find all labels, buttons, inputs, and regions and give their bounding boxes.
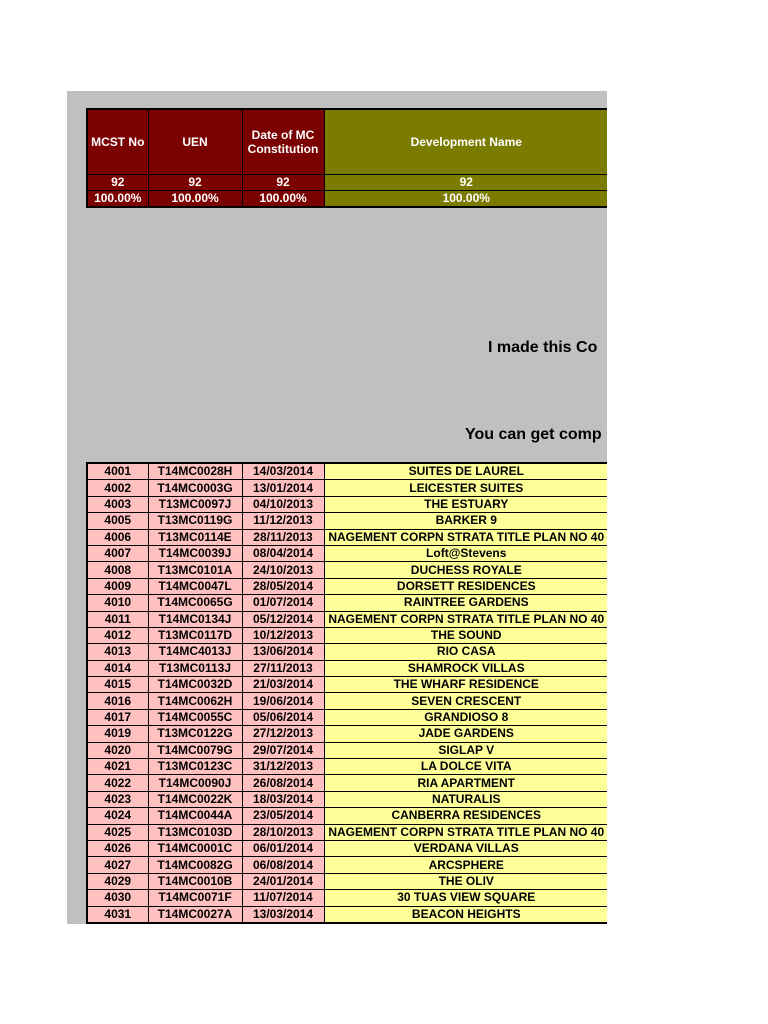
summary-header-row (87, 109, 607, 175)
header-uen[interactable]: UEN (148, 109, 242, 175)
cell-mcst-no[interactable]: 4003 (87, 496, 148, 512)
cell-mcst-no[interactable]: 4016 (87, 693, 148, 709)
cell-mcst-no[interactable]: 4007 (87, 545, 148, 561)
cell-development-name[interactable]: JADE GARDENS (324, 726, 607, 742)
cell-uen[interactable]: T14MC0001C (148, 840, 242, 856)
cell-mcst-no[interactable]: 4001 (87, 463, 148, 480)
table-row (87, 840, 607, 856)
table-row (87, 627, 607, 643)
summary-table (86, 108, 607, 208)
cell-mcst-no[interactable]: 4011 (87, 611, 148, 627)
cell-development-name[interactable]: THE OLIV (324, 873, 607, 889)
cell-development-name[interactable]: THE ESTUARY (324, 496, 607, 512)
cell-development-name[interactable]: SHAMROCK VILLAS (324, 660, 607, 676)
cell-development-name[interactable]: NAGEMENT CORPN STRATA TITLE PLAN NO 40 (324, 529, 607, 545)
cell-date[interactable]: 24/10/2013 (242, 562, 324, 578)
cell-date[interactable]: 19/06/2014 (242, 693, 324, 709)
count-date[interactable]: 92 (242, 175, 324, 191)
cell-uen[interactable]: T14MC0027A (148, 906, 242, 923)
table-row (87, 709, 607, 725)
table-row (87, 726, 607, 742)
table-row (87, 759, 607, 775)
cell-uen[interactable]: T14MC0010B (148, 873, 242, 889)
cell-mcst-no[interactable]: 4025 (87, 824, 148, 840)
cell-uen[interactable]: T14MC0003G (148, 480, 242, 496)
message-line-1: I made this Co (488, 339, 598, 356)
cell-development-name[interactable]: THE WHARF RESIDENCE (324, 677, 607, 693)
header-mcst-no[interactable]: MCST No (87, 109, 148, 175)
table-row (87, 595, 607, 611)
cell-uen[interactable]: T14MC0044A (148, 808, 242, 824)
table-row (87, 562, 607, 578)
table-row (87, 906, 607, 923)
cell-date[interactable]: 26/08/2014 (242, 775, 324, 791)
cell-development-name[interactable]: GRANDIOSO 8 (324, 709, 607, 725)
cell-mcst-no[interactable]: 4010 (87, 595, 148, 611)
cell-mcst-no[interactable]: 4013 (87, 644, 148, 660)
cell-uen[interactable]: T13MC0101A (148, 562, 242, 578)
cell-development-name[interactable]: LEICESTER SUITES (324, 480, 607, 496)
cell-mcst-no[interactable]: 4014 (87, 660, 148, 676)
table-row (87, 529, 607, 545)
cell-uen[interactable]: T14MC0047L (148, 578, 242, 594)
table-row (87, 824, 607, 840)
cell-uen[interactable]: T14MC0079G (148, 742, 242, 758)
table-row (87, 873, 607, 889)
cell-date[interactable]: 05/06/2014 (242, 709, 324, 725)
cell-date[interactable]: 11/12/2013 (242, 513, 324, 529)
table-row (87, 644, 607, 660)
cell-uen[interactable]: T14MC0039J (148, 545, 242, 561)
cell-uen[interactable]: T14MC0071F (148, 890, 242, 906)
table-row (87, 857, 607, 873)
cell-development-name[interactable]: RIA APARTMENT (324, 775, 607, 791)
cell-uen[interactable]: T13MC0119G (148, 513, 242, 529)
cell-date[interactable]: 13/01/2014 (242, 480, 324, 496)
cell-uen[interactable]: T13MC0117D (148, 627, 242, 643)
cell-uen[interactable]: T13MC0097J (148, 496, 242, 512)
percent-development-name[interactable]: 100.00% (324, 191, 607, 208)
header-date-of-mc-constitution[interactable]: Date of MC Constitution (242, 109, 324, 175)
cell-uen[interactable]: T14MC0065G (148, 595, 242, 611)
cell-date[interactable]: 06/01/2014 (242, 840, 324, 856)
cell-development-name[interactable]: VERDANA VILLAS (324, 840, 607, 856)
cell-development-name[interactable]: DUCHESS ROYALE (324, 562, 607, 578)
cell-mcst-no[interactable]: 4030 (87, 890, 148, 906)
message-line-2: You can get comp (465, 426, 602, 443)
cell-development-name[interactable]: RIO CASA (324, 644, 607, 660)
cell-mcst-no[interactable]: 4026 (87, 840, 148, 856)
cell-date[interactable]: 04/10/2013 (242, 496, 324, 512)
cell-mcst-no[interactable]: 4021 (87, 759, 148, 775)
cell-uen[interactable]: T14MC0134J (148, 611, 242, 627)
cell-development-name[interactable]: LA DOLCE VITA (324, 759, 607, 775)
cell-uen[interactable]: T13MC0123C (148, 759, 242, 775)
cell-uen[interactable]: T14MC0055C (148, 709, 242, 725)
cell-development-name[interactable]: NATURALIS (324, 791, 607, 807)
cell-mcst-no[interactable]: 4020 (87, 742, 148, 758)
cell-date[interactable]: 01/07/2014 (242, 595, 324, 611)
cell-date[interactable]: 27/12/2013 (242, 726, 324, 742)
cell-date[interactable]: 06/08/2014 (242, 857, 324, 873)
count-development-name[interactable]: 92 (324, 175, 607, 191)
cell-date[interactable]: 23/05/2014 (242, 808, 324, 824)
table-row (87, 890, 607, 906)
cell-date[interactable]: 31/12/2013 (242, 759, 324, 775)
count-uen[interactable]: 92 (148, 175, 242, 191)
table-row (87, 545, 607, 561)
cell-development-name[interactable]: 30 TUAS VIEW SQUARE (324, 890, 607, 906)
cell-mcst-no[interactable]: 4015 (87, 677, 148, 693)
cell-development-name[interactable]: DORSETT RESIDENCES (324, 578, 607, 594)
cell-uen[interactable]: T14MC0022K (148, 791, 242, 807)
cell-uen[interactable]: T14MC0082G (148, 857, 242, 873)
table-row (87, 693, 607, 709)
cell-date[interactable]: 28/10/2013 (242, 824, 324, 840)
cell-development-name[interactable]: Loft@Stevens (324, 545, 607, 561)
table-row (87, 660, 607, 676)
summary-count-row (87, 175, 607, 191)
cell-uen[interactable]: T14MC4013J (148, 644, 242, 660)
cell-mcst-no[interactable]: 4023 (87, 791, 148, 807)
cell-date[interactable]: 21/03/2014 (242, 677, 324, 693)
cell-date[interactable]: 18/03/2014 (242, 791, 324, 807)
cell-development-name[interactable]: SEVEN CRESCENT (324, 693, 607, 709)
cell-uen[interactable]: T14MC0062H (148, 693, 242, 709)
table-row (87, 742, 607, 758)
cell-mcst-no[interactable]: 4024 (87, 808, 148, 824)
cell-uen[interactable]: T13MC0114E (148, 529, 242, 545)
cell-development-name[interactable]: NAGEMENT CORPN STRATA TITLE PLAN NO 40 (324, 824, 607, 840)
cell-development-name[interactable]: THE SOUND (324, 627, 607, 643)
cell-development-name[interactable]: NAGEMENT CORPN STRATA TITLE PLAN NO 40 (324, 611, 607, 627)
percent-uen[interactable]: 100.00% (148, 191, 242, 208)
header-development-name[interactable]: Development Name (324, 109, 607, 175)
count-mcst-no[interactable]: 92 (87, 175, 148, 191)
cell-date[interactable]: 14/03/2014 (242, 463, 324, 480)
cell-date[interactable]: 28/11/2013 (242, 529, 324, 545)
cell-date[interactable]: 29/07/2014 (242, 742, 324, 758)
table-row (87, 496, 607, 512)
cell-uen[interactable]: T13MC0122G (148, 726, 242, 742)
table-row (87, 463, 607, 480)
percent-mcst-no[interactable]: 100.00% (87, 191, 148, 208)
cell-mcst-no[interactable]: 4009 (87, 578, 148, 594)
table-row (87, 611, 607, 627)
cell-date[interactable]: 13/03/2014 (242, 906, 324, 923)
cell-uen[interactable]: T13MC0103D (148, 824, 242, 840)
cell-mcst-no[interactable]: 4012 (87, 627, 148, 643)
table-row (87, 791, 607, 807)
cell-mcst-no[interactable]: 4031 (87, 906, 148, 923)
cell-development-name[interactable]: RAINTREE GARDENS (324, 595, 607, 611)
cell-date[interactable]: 24/01/2014 (242, 873, 324, 889)
cell-development-name[interactable]: BARKER 9 (324, 513, 607, 529)
cell-uen[interactable]: T14MC0028H (148, 463, 242, 480)
cell-mcst-no[interactable]: 4006 (87, 529, 148, 545)
cell-uen[interactable]: T14MC0090J (148, 775, 242, 791)
table-row (87, 578, 607, 594)
cell-mcst-no[interactable]: 4019 (87, 726, 148, 742)
cell-development-name[interactable]: SIGLAP V (324, 742, 607, 758)
table-row (87, 775, 607, 791)
percent-date[interactable]: 100.00% (242, 191, 324, 208)
cell-development-name[interactable]: BEACON HEIGHTS (324, 906, 607, 923)
cell-date[interactable]: 28/05/2014 (242, 578, 324, 594)
table-row (87, 677, 607, 693)
cell-date[interactable]: 10/12/2013 (242, 627, 324, 643)
cell-mcst-no[interactable]: 4002 (87, 480, 148, 496)
cell-uen[interactable]: T14MC0032D (148, 677, 242, 693)
cell-mcst-no[interactable]: 4022 (87, 775, 148, 791)
cell-date[interactable]: 11/07/2014 (242, 890, 324, 906)
cell-mcst-no[interactable]: 4017 (87, 709, 148, 725)
cell-date[interactable]: 05/12/2014 (242, 611, 324, 627)
table-row (87, 808, 607, 824)
table-row (87, 480, 607, 496)
summary-percent-row (87, 191, 607, 208)
cell-date[interactable]: 08/04/2014 (242, 545, 324, 561)
cell-development-name[interactable]: ARCSPHERE (324, 857, 607, 873)
cell-uen[interactable]: T13MC0113J (148, 660, 242, 676)
table-row (87, 513, 607, 529)
cell-mcst-no[interactable]: 4005 (87, 513, 148, 529)
cell-development-name[interactable]: CANBERRA RESIDENCES (324, 808, 607, 824)
cell-date[interactable]: 13/06/2014 (242, 644, 324, 660)
cell-mcst-no[interactable]: 4029 (87, 873, 148, 889)
cell-date[interactable]: 27/11/2013 (242, 660, 324, 676)
cell-mcst-no[interactable]: 4008 (87, 562, 148, 578)
spreadsheet-area (67, 91, 607, 924)
mcst-data-table (86, 462, 607, 924)
cell-mcst-no[interactable]: 4027 (87, 857, 148, 873)
cell-development-name[interactable]: SUITES DE LAUREL (324, 463, 607, 480)
